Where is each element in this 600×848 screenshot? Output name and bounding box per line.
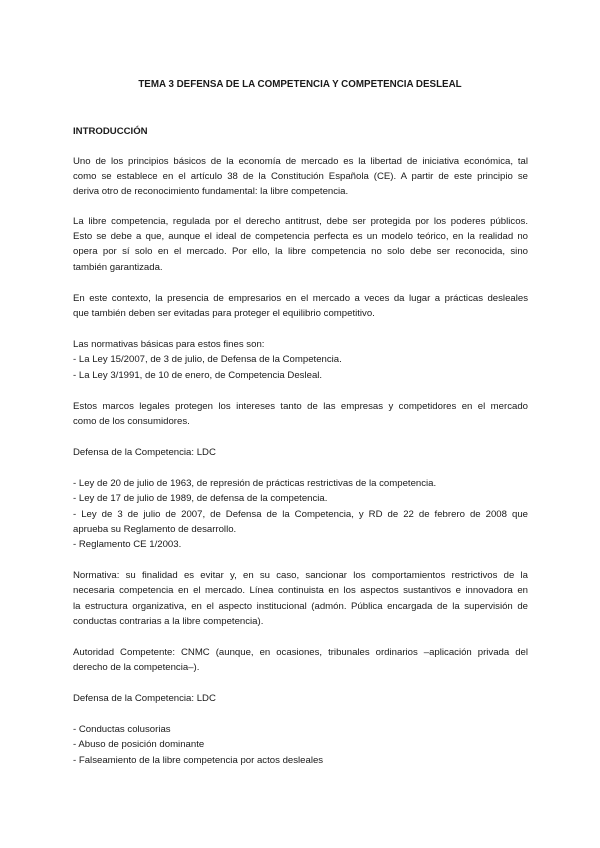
- paragraph-line: La libre competencia, regulada por el derecho antitrust, debe ser protegida por los poderes públicos.: [73, 216, 528, 227]
- list-item: - Falseamiento de la libre competencia por actos desleales: [73, 755, 324, 766]
- paragraph-line: Normativa: su finalidad es evitar y, en su caso, sancionar los comportamientos restrictivos de la: [73, 570, 528, 581]
- list-item: aprueba su Reglamento de desarrollo.: [73, 524, 237, 535]
- paragraph-line: opera por sí solo en el mercado. Por ello, la libre competencia no solo debe ser reconocida, sino: [73, 246, 528, 257]
- paragraph-line: como se establece en el artículo 38 de la Constitución Española (CE). A partir de este principio se: [73, 171, 528, 182]
- paragraph-line: que también deben ser evitadas para proteger el equilibrio competitivo.: [73, 308, 375, 319]
- paragraph-line: también garantizada.: [73, 262, 163, 273]
- paragraph-line: En este contexto, la presencia de empresarios en el mercado a veces da lugar a prácticas desleales: [73, 293, 528, 304]
- paragraph-line: deriva otro de reconocimiento fundamental: la libre competencia.: [73, 186, 349, 197]
- list-item: - Abuso de posición dominante: [73, 739, 205, 750]
- list-item: - La Ley 3/1991, de 10 de enero, de Competencia Desleal.: [73, 370, 323, 381]
- list-item: - Ley de 20 de julio de 1963, de represión de prácticas restrictivas de la competencia.: [73, 478, 437, 489]
- paragraph-line: Las normativas básicas para estos fines son:: [73, 339, 265, 350]
- list-item: - Ley de 3 de julio de 2007, de Defensa de la Competencia, y RD de 22 de febrero de 2008 que: [73, 509, 528, 520]
- paragraph-line: Esto se debe a que, aunque el ideal de competencia perfecta es un modelo teórico, en la realidad no: [73, 231, 528, 242]
- paragraph-line: necesaria competencia en el mercado. Línea continuista en los aspectos sustantivos e innovadora en: [73, 585, 528, 596]
- section-heading: Defensa de la Competencia: LDC: [73, 447, 216, 458]
- paragraph-line: Estos marcos legales protegen los intereses tanto de las empresas y competidores en el mercado: [73, 401, 528, 412]
- paragraph-line: como de los consumidores.: [73, 416, 190, 427]
- paragraph-line: derecho de la competencia–).: [73, 662, 200, 673]
- paragraph-line: Autoridad Competente: CNMC (aunque, en ocasiones, tribunales ordinarios –aplicación privada del: [73, 647, 528, 658]
- page-title: TEMA 3 DEFENSA DE LA COMPETENCIA Y COMPETENCIA DESLEAL: [138, 79, 462, 90]
- paragraph-line: conductas contrarias a la libre competencia).: [73, 616, 264, 627]
- paragraph-line: la estructura organizativa, en el aspecto institucional (admón. Pública encargada de la supervisión de: [73, 601, 528, 612]
- list-item: - Reglamento CE 1/2003.: [73, 539, 182, 550]
- intro-heading: INTRODUCCIÓN: [73, 126, 148, 137]
- paragraph-line: Uno de los principios básicos de la economía de mercado es la libertad de iniciativa económica, tal: [73, 156, 528, 167]
- section-heading: Defensa de la Competencia: LDC: [73, 693, 216, 704]
- list-item: - La Ley 15/2007, de 3 de julio, de Defensa de la Competencia.: [73, 354, 342, 365]
- list-item: - Conductas colusorias: [73, 724, 171, 735]
- list-item: - Ley de 17 de julio de 1989, de defensa de la competencia.: [73, 493, 328, 504]
